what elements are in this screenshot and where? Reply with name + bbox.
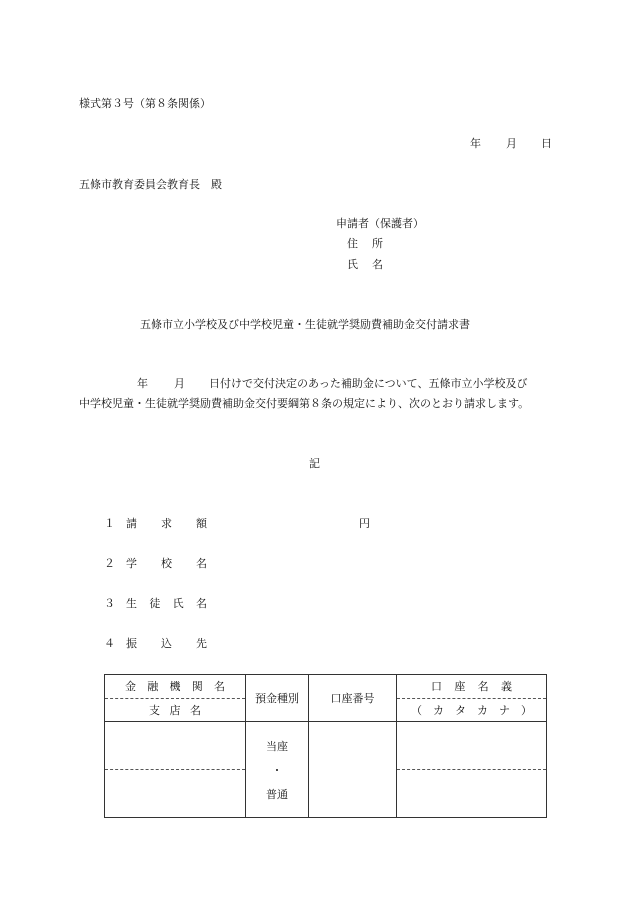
katakana-entry[interactable]	[397, 770, 546, 817]
addressee: 五條市教育委員会教育長 殿	[79, 178, 222, 191]
branch-name-header: 支 店 名	[149, 703, 201, 717]
kind-ordinary: 普通	[266, 787, 288, 801]
kind-separator: ・	[271, 763, 283, 777]
date-month-label: 月	[506, 137, 517, 150]
item-1-number: １	[104, 517, 115, 530]
item-4-label: 振 込 先	[126, 637, 207, 650]
bank-transfer-table	[104, 674, 547, 818]
applicant-label: 申請者（保護者）	[336, 217, 424, 230]
item-4-number: ４	[104, 637, 115, 650]
branch-name-entry[interactable]	[105, 770, 245, 817]
item-3-number: ３	[104, 597, 115, 610]
account-holder-entry[interactable]	[397, 722, 546, 770]
name-label-1: 氏	[347, 258, 358, 271]
body-line-1: 日付けで交付決定のあった補助金について、五條市立小学校及び	[209, 377, 528, 390]
bank-name-entry[interactable]	[105, 722, 245, 770]
address-label-2: 所	[372, 237, 383, 250]
account-number-header: 口座番号	[309, 675, 397, 722]
body-year: 年	[137, 377, 148, 390]
item-2-label: 学 校 名	[126, 557, 207, 570]
bank-branch-header	[105, 675, 246, 722]
holder-entry[interactable]	[397, 722, 547, 818]
item-3-label: 生 徒 氏 名	[126, 597, 207, 610]
ki-heading: 記	[309, 457, 320, 470]
address-label-1: 住	[347, 237, 358, 250]
body-month: 月	[174, 377, 185, 390]
account-number-entry[interactable]	[309, 722, 397, 818]
katakana-note: （ カ タ カ ナ ）	[411, 703, 532, 717]
item-2-number: ２	[104, 557, 115, 570]
kind-current: 当座	[266, 739, 288, 753]
body-line-2: 中学校児童・生徒就学奨励費補助金交付要綱第８条の規定により、次のとおり請求します。	[79, 397, 530, 410]
yen-unit: 円	[359, 517, 370, 530]
document-title: 五條市立小学校及び中学校児童・生徒就学奨励費補助金交付請求書	[140, 318, 470, 331]
bank-branch-entry[interactable]	[105, 722, 246, 818]
bank-name-header: 金 融 機 関 名	[105, 675, 245, 699]
date-day-label: 日	[541, 137, 552, 150]
table-entry-row	[105, 722, 547, 818]
holder-header	[397, 675, 547, 722]
account-holder-header: 口 座 名 義	[397, 675, 546, 699]
name-label-2: 名	[372, 258, 383, 271]
deposit-type-header: 預金種別	[246, 675, 309, 722]
date-year-label: 年	[470, 137, 481, 150]
table-header-row	[105, 675, 547, 722]
form-number: 様式第３号（第８条関係）	[79, 97, 211, 110]
deposit-type-entry[interactable]	[246, 722, 309, 818]
item-1-label: 請 求 額	[126, 517, 207, 530]
